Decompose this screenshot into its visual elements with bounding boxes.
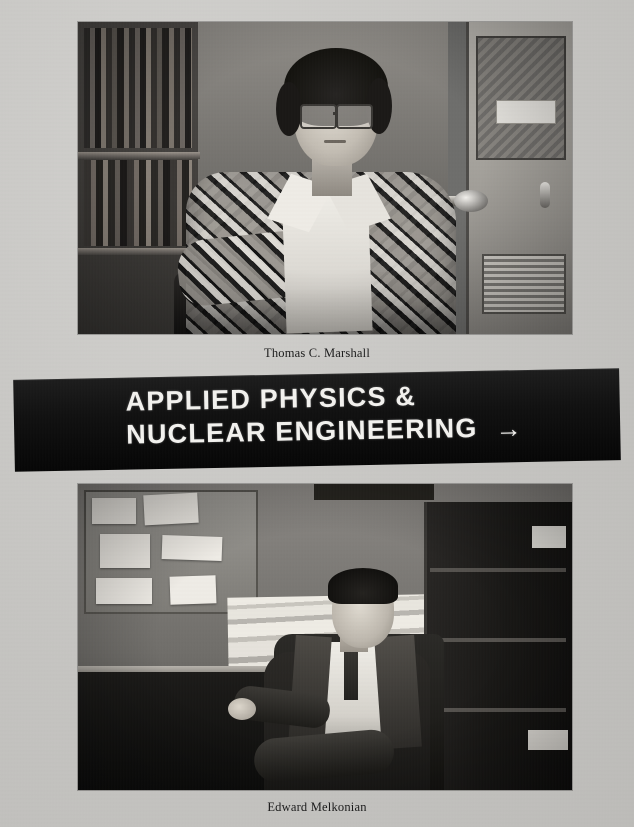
right-arrow-icon: → [495,412,524,444]
sign-line-2: NUCLEAR ENGINEERING [125,412,478,450]
bottom-photo-caption: Edward Melkonian [267,800,367,814]
bottom-photo [78,484,572,790]
photo-vignette [78,22,572,334]
sign-line-1: APPLIED PHYSICS & [125,381,417,417]
top-photo-caption: Thomas C. Marshall [263,346,371,360]
top-photo [78,22,572,334]
department-sign [13,368,621,472]
photo-vignette [78,484,572,790]
sign-line-2-row [126,411,523,452]
sign-text-block [125,378,523,452]
